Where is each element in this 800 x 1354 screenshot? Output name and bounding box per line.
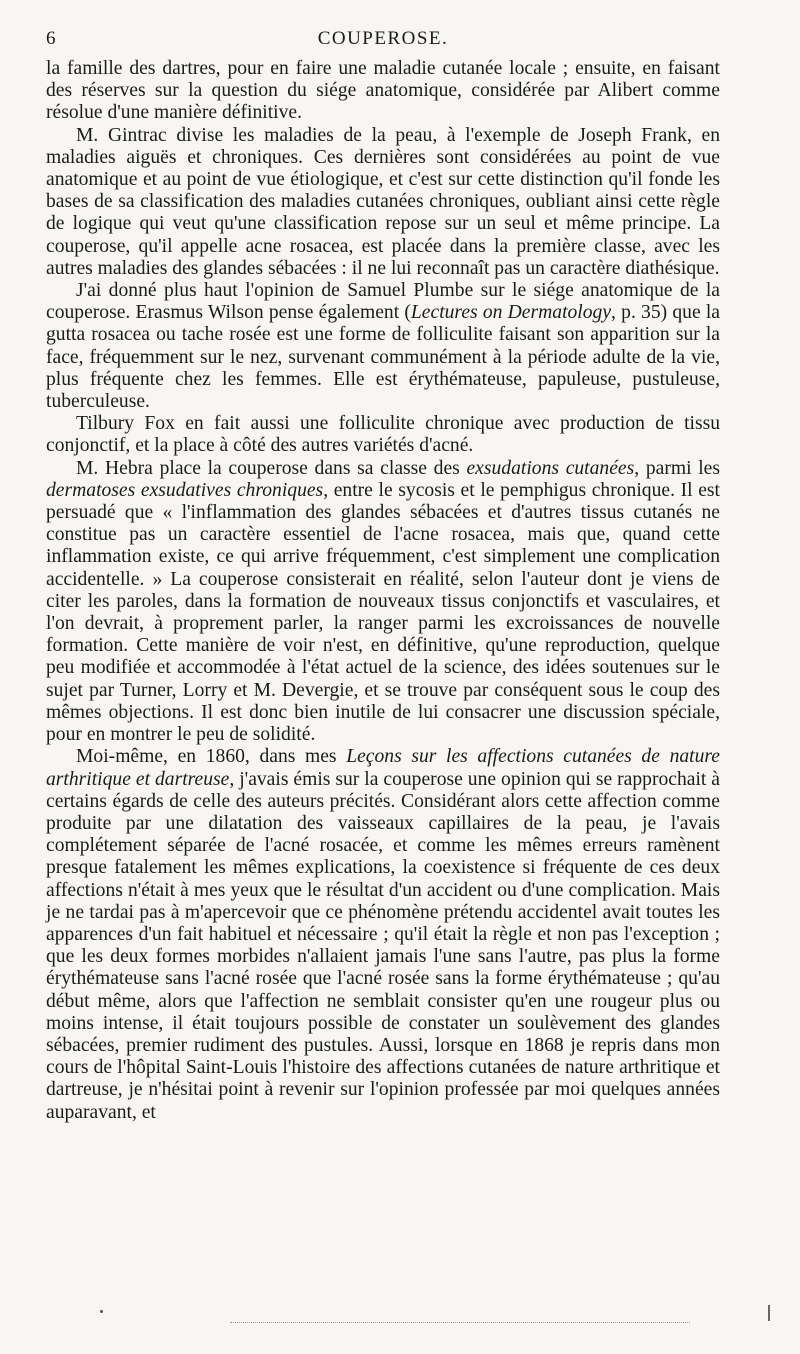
paragraph <box>46 58 720 125</box>
text-run: , parmi les <box>634 457 721 479</box>
text-run: M. Gintrac divise les maladies de la peau, à l'exemple de Joseph Frank, en maladies aiguës et chroniques. Ces dernières sont considérées au point de vue anatomique et au point de vue étiologique, et c'est sur cette distinction qu'il fonde les bases de sa classification des maladies cutanées chroniques, oubliant ainsi cette règle de logique qui veut qu'une classification repose sur un seul et même principe. La couperose, qu'il appelle acne rosacea, est placée dans la première classe, avec les autres maladies des glandes sébacées : il ne lui reconnaît pas un caractère diathésique. <box>46 124 720 279</box>
stray-mark <box>100 1310 103 1313</box>
text-run: , entre le sycosis et le pemphigus chronique. Il est persuadé que « l'inflammation des glandes sébacées et d'autres tissus cutanés ne constitue pas un caractère essentiel de l'acne rosacea, mais que, quand cette inflammation existe, ce qui arrive fréquemment, c'est simplement une complication accidentelle. » La couperose consisterait en réalité, selon l'auteur dont je viens de citer les paroles, dans la formation de nouveaux tissus conjonctifs et vasculaires, et l'on devrait, à proprement parler, la ranger parmi les excroissances de nouvelle formation. Cette manière de voir n'est, en définitive, qu'une reproduction, quelque peu modifiée et accommodée à l'état actuel de la science, des idées soutenues sur le sujet par Turner, Lorry et M. Devergie, et se trouve par conséquent sous le coup des mêmes objections. Il est donc bien inutile de lui consacrer une discussion spéciale, pour en montrer le peu de solidité. <box>46 479 720 746</box>
text-run: Tilbury Fox en fait aussi une folliculite chronique avec production de tissu conjonctif, et la place à côté des autres variétés d'acné. <box>46 413 720 457</box>
bottom-rule <box>230 1322 690 1323</box>
text-run: Moi-même, en 1860, dans mes <box>76 746 347 768</box>
body-text <box>46 58 720 1124</box>
text-run: , j'avais émis sur la couperose une opinion qui se rapprochait à certains égards de celle des auteurs précités. Considérant alors cette affection comme produite par une dilatation des vaisseaux capillaires de la peau, je l'avais complétement séparée de l'acné rosacée, et comme les mêmes erreurs ramènent presque fatalement les mêmes explications, la coexistence si fréquente de ces deux affections n'était à mes yeux que le résultat d'un accident ou d'une complication. Mais je ne tardai pas à m'apercevoir que ce phénomène prétendu accidentel avait toutes les apparences d'un fait habituel et nécessaire ; qu'il était la règle et non pas l'exception ; que les deux formes morbides n'allaient jamais l'une sans l'autre, pas plus la forme érythémateuse sans l'acné rosée que l'acné rosée sans la forme érythémateuse ; qu'au début même, alors que l'affection ne semblait consister qu'en une rougeur plus ou moins intense, il était toujours possible de constater un soulèvement des glandes sébacées, premier rudiment des pustules. Aussi, lorsque en 1868 je repris dans mon cours de l'hôpital Saint-Louis l'histoire des affections cutanées de nature arthritique et dartreuse, je n'hésitai point à revenir sur l'opinion professée par moi quelques années auparavant, et <box>46 768 721 1123</box>
italic-text: dermatoses exsudatives chroniques <box>46 479 324 501</box>
running-title: COUPEROSE. <box>317 28 449 49</box>
running-head <box>46 24 720 58</box>
page-number: 6 <box>46 28 56 49</box>
paragraph <box>46 280 720 413</box>
italic-text: Lectures on Dermatology <box>410 302 612 324</box>
paragraph <box>46 746 720 1123</box>
italic-text: Leçons sur les affections cutanées de nature arthritique et dartreuse <box>46 746 720 790</box>
text-run: , p. 35) que la gutta rosacea ou tache rosée est une forme de folliculite faisant son apparition sur la face, fréquemment sur le nez, survenant communément à la période adulte de la vie, plus fréquente chez les femmes. Elle est érythémateuse, papuleuse, pustuleuse, tuberculeuse. <box>46 302 720 413</box>
text-run: la famille des dartres, pour en faire une maladie cutanée locale ; ensuite, en faisant des réserves sur la question du siége anatomique, considérée par Alibert comme résolue d'une manière définitive. <box>46 58 720 124</box>
text-run: M. Hebra place la couperose dans sa classe des <box>76 457 467 479</box>
paragraph <box>46 413 720 457</box>
italic-text: exsudations cutanées <box>466 457 635 479</box>
paragraph <box>46 125 720 280</box>
stray-mark <box>768 1305 770 1321</box>
text-run: J'ai donné plus haut l'opinion de Samuel Plumbe sur le siége anatomique de la couperose. Erasmus Wilson pense également ( <box>46 280 720 324</box>
paragraph <box>46 458 720 747</box>
